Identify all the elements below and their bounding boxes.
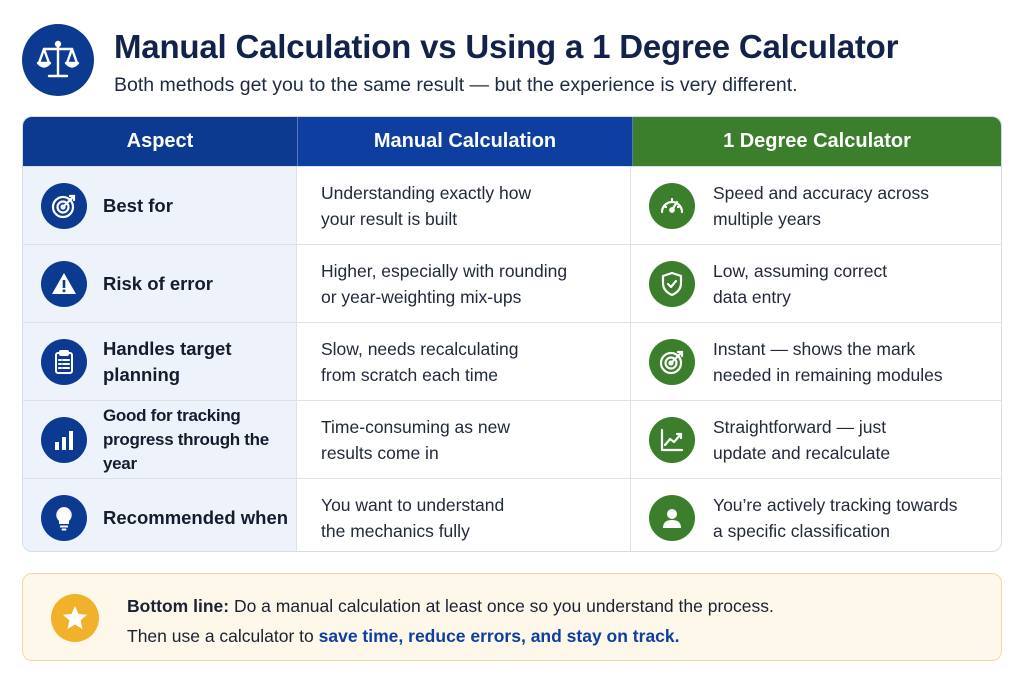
shield-check-icon bbox=[649, 261, 695, 307]
comparison-table bbox=[22, 116, 1002, 552]
calculator-cell bbox=[631, 245, 1001, 322]
manual-text: Slow, needs recalculating from scratch each time bbox=[321, 338, 519, 385]
manual-cell bbox=[297, 323, 631, 400]
trend-chart-icon bbox=[649, 417, 695, 463]
target-icon bbox=[41, 183, 87, 229]
warning-icon bbox=[41, 261, 87, 307]
aspect-label: Handles target planning bbox=[103, 337, 232, 385]
manual-text: Higher, especially with rounding or year-weighting mix-ups bbox=[321, 260, 568, 307]
calculator-cell bbox=[631, 167, 1001, 244]
manual-cell bbox=[297, 401, 631, 478]
clipboard-icon bbox=[41, 339, 87, 385]
table-row bbox=[23, 322, 1001, 400]
table-header bbox=[23, 117, 1001, 166]
calculator-text: You’re actively tracking towards a specific classification bbox=[713, 494, 958, 541]
table-row bbox=[23, 478, 1001, 552]
bottom-line-advice bbox=[127, 626, 680, 647]
calculator-text: Speed and accuracy across multiple years bbox=[713, 182, 929, 229]
manual-text: Understanding exactly how your result is built bbox=[321, 182, 532, 229]
aspect-cell bbox=[23, 167, 297, 244]
calculator-cell bbox=[631, 479, 1001, 552]
bottom-line-sentence: Do a manual calculation at least once so you understand the process. bbox=[229, 596, 774, 616]
scales-icon bbox=[22, 24, 94, 96]
calculator-text: Low, assuming correct data entry bbox=[713, 260, 888, 307]
manual-cell bbox=[297, 479, 631, 552]
manual-cell bbox=[297, 167, 631, 244]
calculator-cell bbox=[631, 323, 1001, 400]
bar-chart-icon bbox=[41, 417, 87, 463]
page-title: Manual Calculation vs Using a 1 Degree Calculator bbox=[114, 28, 899, 65]
table-row bbox=[23, 244, 1001, 322]
target-icon bbox=[649, 339, 695, 385]
aspect-label: Good for tracking progress through the year bbox=[103, 405, 269, 473]
table-row bbox=[23, 400, 1001, 478]
manual-text: Time-consuming as new results come in bbox=[321, 416, 511, 463]
column-header-calculator: 1 Degree Calculator bbox=[633, 117, 1001, 166]
table-row bbox=[23, 166, 1001, 244]
aspect-label: Risk of error bbox=[103, 272, 214, 294]
aspect-cell bbox=[23, 245, 297, 322]
bottom-line-label: Bottom line: bbox=[127, 596, 230, 616]
advice-highlight: save time, reduce errors, and stay on track. bbox=[318, 626, 680, 646]
star-icon bbox=[51, 594, 99, 642]
calculator-text: Instant — shows the mark needed in remaining modules bbox=[713, 338, 943, 385]
aspect-cell bbox=[23, 323, 297, 400]
bottom-line-text bbox=[127, 596, 774, 617]
aspect-cell bbox=[23, 479, 297, 552]
advice-prefix: Then use a calculator to bbox=[127, 626, 319, 646]
aspect-cell bbox=[23, 401, 297, 478]
lightbulb-icon bbox=[41, 495, 87, 541]
aspect-label: Best for bbox=[103, 194, 173, 216]
speedometer-icon bbox=[649, 183, 695, 229]
calculator-cell bbox=[631, 401, 1001, 478]
column-header-aspect: Aspect bbox=[23, 117, 298, 166]
user-icon bbox=[649, 495, 695, 541]
calculator-text: Straightforward — just update and recalculate bbox=[713, 416, 891, 463]
bottom-line-callout bbox=[22, 573, 1002, 661]
page-subtitle: Both methods get you to the same result — but the experience is very different. bbox=[114, 74, 798, 96]
header bbox=[20, 22, 1004, 102]
column-header-manual: Manual Calculation bbox=[298, 117, 633, 166]
manual-text: You want to understand the mechanics fully bbox=[321, 494, 505, 541]
manual-cell bbox=[297, 245, 631, 322]
aspect-label: Recommended when bbox=[103, 506, 289, 528]
